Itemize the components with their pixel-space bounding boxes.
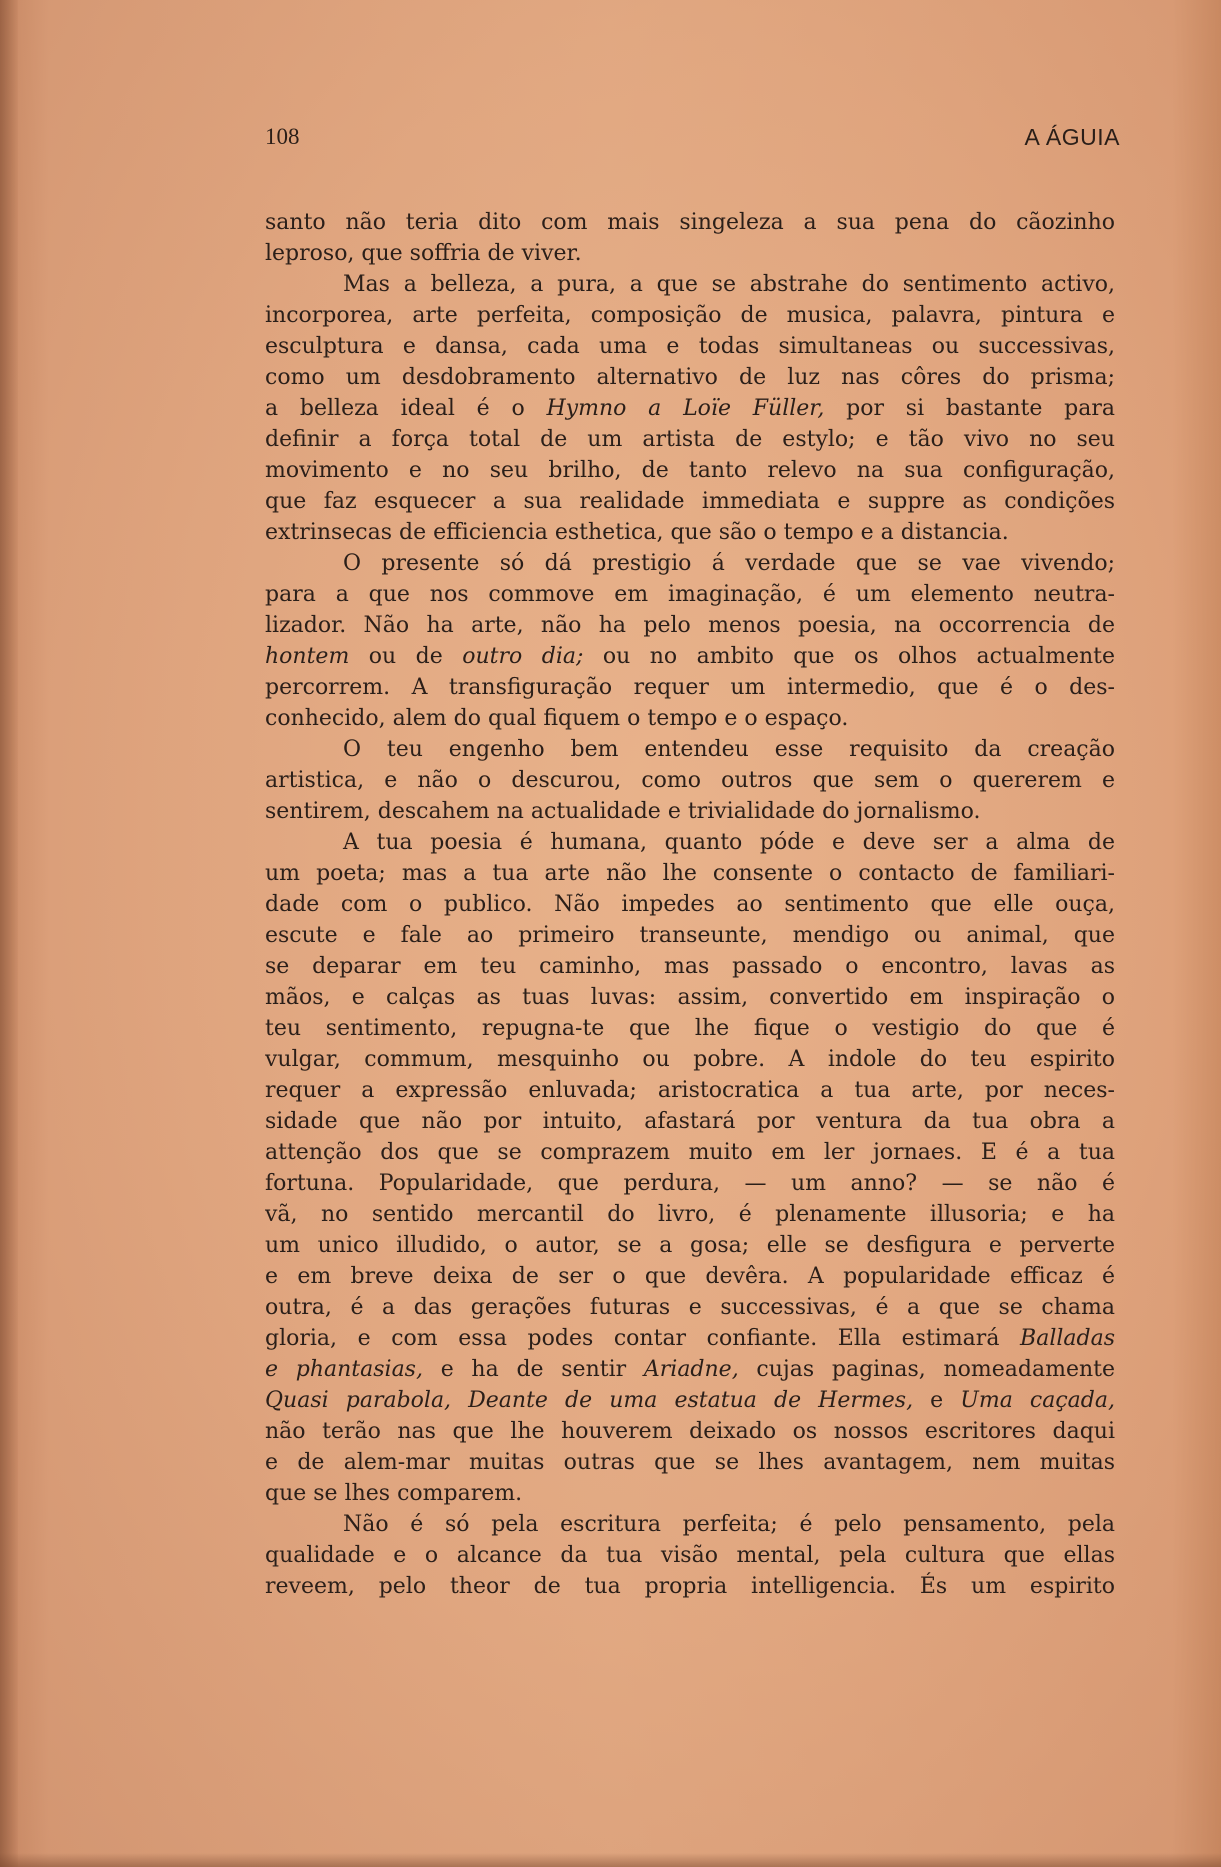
text-line	[265, 1354, 1115, 1385]
text-line: um unico illudido, o autor, se a gosa; elle se desfigura e perverte	[265, 1233, 1115, 1258]
text-line: incorporea, arte perfeita, composição de musica, palavra, pintura e	[265, 303, 1115, 328]
text-line: e em breve deixa de ser o que devêra. A popularidade efficaz é	[265, 1264, 1115, 1289]
text-segment: e	[913, 1388, 961, 1413]
text-line: definir a força total de um artista de estylo; e tão vivo no seu	[265, 427, 1115, 452]
text-line: escute e fale ao primeiro transeunte, mendigo ou animal, que	[265, 923, 1115, 948]
italic-text: Quasi parabola, Deante de uma estatua de Hermes,	[265, 1388, 914, 1413]
italic-text: Balladas	[1020, 1326, 1115, 1351]
text-line: lizador. Não ha arte, não ha pelo menos poesia, na occorrencia de	[265, 613, 1115, 638]
text-line: Mas a belleza, a pura, a que se abstrahe do sentimento activo,	[343, 272, 1115, 297]
text-line: como um desdobramento alternativo de luz nas côres do prisma;	[265, 365, 1115, 390]
text-line: requer a expressão enluvada; aristocratica a tua arte, por neces-	[265, 1078, 1115, 1103]
text-line: mãos, e calças as tuas luvas: assim, convertido em inspiração o	[265, 985, 1115, 1010]
page-number: 108	[265, 124, 300, 149]
text-line	[265, 1385, 1115, 1416]
text-line: dade com o publico. Não impedes ao sentimento que elle ouça,	[265, 892, 1115, 917]
text-segment: por si bastante para	[824, 396, 1115, 421]
text-line: O teu engenho bem entendeu esse requisito da creação	[343, 737, 1115, 762]
text-segment: a belleza ideal é o	[265, 396, 547, 421]
italic-text: Uma caçada,	[960, 1388, 1115, 1413]
page-header	[265, 124, 1120, 154]
text-segment: ou no ambito que os olhos actualmente	[583, 644, 1115, 669]
text-line: leproso, que soffria de viver.	[265, 241, 582, 266]
text-line: teu sentimento, repugna-te que lhe fique o vestigio do que é	[265, 1016, 1115, 1041]
text-line: movimento e no seu brilho, de tanto relevo na sua configuração,	[265, 458, 1115, 483]
italic-text: outro dia;	[462, 644, 584, 669]
text-segment: cujas paginas, nomeadamente	[738, 1357, 1115, 1382]
italic-text: e phantasias,	[265, 1357, 423, 1382]
text-line: artistica, e não o descurou, como outros que sem o quererem e	[265, 768, 1115, 793]
italic-text: Ariadne,	[643, 1357, 739, 1382]
text-line: e de alem-mar muitas outras que se lhes avantagem, nem muitas	[265, 1450, 1115, 1475]
text-line: um poeta; mas a tua arte não lhe consente o contacto de familiari-	[265, 861, 1115, 886]
text-line: para a que nos commove em imaginação, é um elemento neutra-	[265, 582, 1115, 607]
text-line: vulgar, commum, mesquinho ou pobre. A indole do teu espirito	[265, 1047, 1115, 1072]
text-line: reveem, pelo theor de tua propria intelligencia. És um espirito	[265, 1574, 1115, 1599]
text-line: vã, no sentido mercantil do livro, é plenamente illusoria; e ha	[265, 1202, 1115, 1227]
text-line: sidade que não por intuito, afastará por ventura da tua obra a	[265, 1109, 1115, 1134]
text-line: fortuna. Popularidade, que perdura, — um anno? — se não é	[265, 1171, 1115, 1196]
text-line: se deparar em teu caminho, mas passado o encontro, lavas as	[265, 954, 1115, 979]
text-line: não terão nas que lhe houverem deixado os nossos escritores daqui	[265, 1419, 1115, 1444]
running-title: A ÁGUIA	[1024, 124, 1120, 150]
text-line: extrinsecas de efficiencia esthetica, que são o tempo e a distancia.	[265, 520, 1009, 545]
text-line: sentirem, descahem na actualidade e trivialidade do jornalismo.	[265, 799, 981, 824]
text-line: Não é só pela escritura perfeita; é pelo pensamento, pela	[343, 1512, 1115, 1537]
text-line: percorrem. A transfiguração requer um intermedio, que é o des-	[265, 675, 1115, 700]
text-line: outra, é a das gerações futuras e successivas, é a que se chama	[265, 1295, 1115, 1320]
text-segment: e ha de sentir	[422, 1357, 644, 1382]
text-segment: gloria, e com essa podes contar confiante. Ella estimará	[265, 1326, 1021, 1351]
italic-text: Hymno a Loïe Füller,	[546, 396, 825, 421]
text-line: A tua poesia é humana, quanto póde e deve ser a alma de	[343, 830, 1115, 855]
text-segment: ou de	[349, 644, 463, 669]
text-line	[265, 641, 1115, 672]
text-line: santo não teria dito com mais singeleza a sua pena do cãozinho	[265, 210, 1115, 235]
body-text	[265, 207, 1115, 1602]
text-line	[265, 1323, 1115, 1354]
text-line: esculptura e dansa, cada uma e todas simultaneas ou successivas,	[265, 334, 1115, 359]
text-line: qualidade e o alcance da tua visão mental, pela cultura que ellas	[265, 1543, 1115, 1568]
text-line: attenção dos que se comprazem muito em ler jornaes. E é a tua	[265, 1140, 1115, 1165]
text-line: conhecido, alem do qual fiquem o tempo e o espaço.	[265, 706, 849, 731]
page-left-edge	[0, 0, 18, 1867]
text-line: que se lhes comparem.	[265, 1481, 523, 1506]
text-line: O presente só dá prestigio á verdade que se vae vivendo;	[343, 551, 1115, 576]
text-line: que faz esquecer a sua realidade immediata e suppre as condições	[265, 489, 1115, 514]
page-bottom-edge	[0, 1853, 1221, 1867]
italic-text: hontem	[265, 644, 350, 669]
text-line	[265, 393, 1115, 424]
